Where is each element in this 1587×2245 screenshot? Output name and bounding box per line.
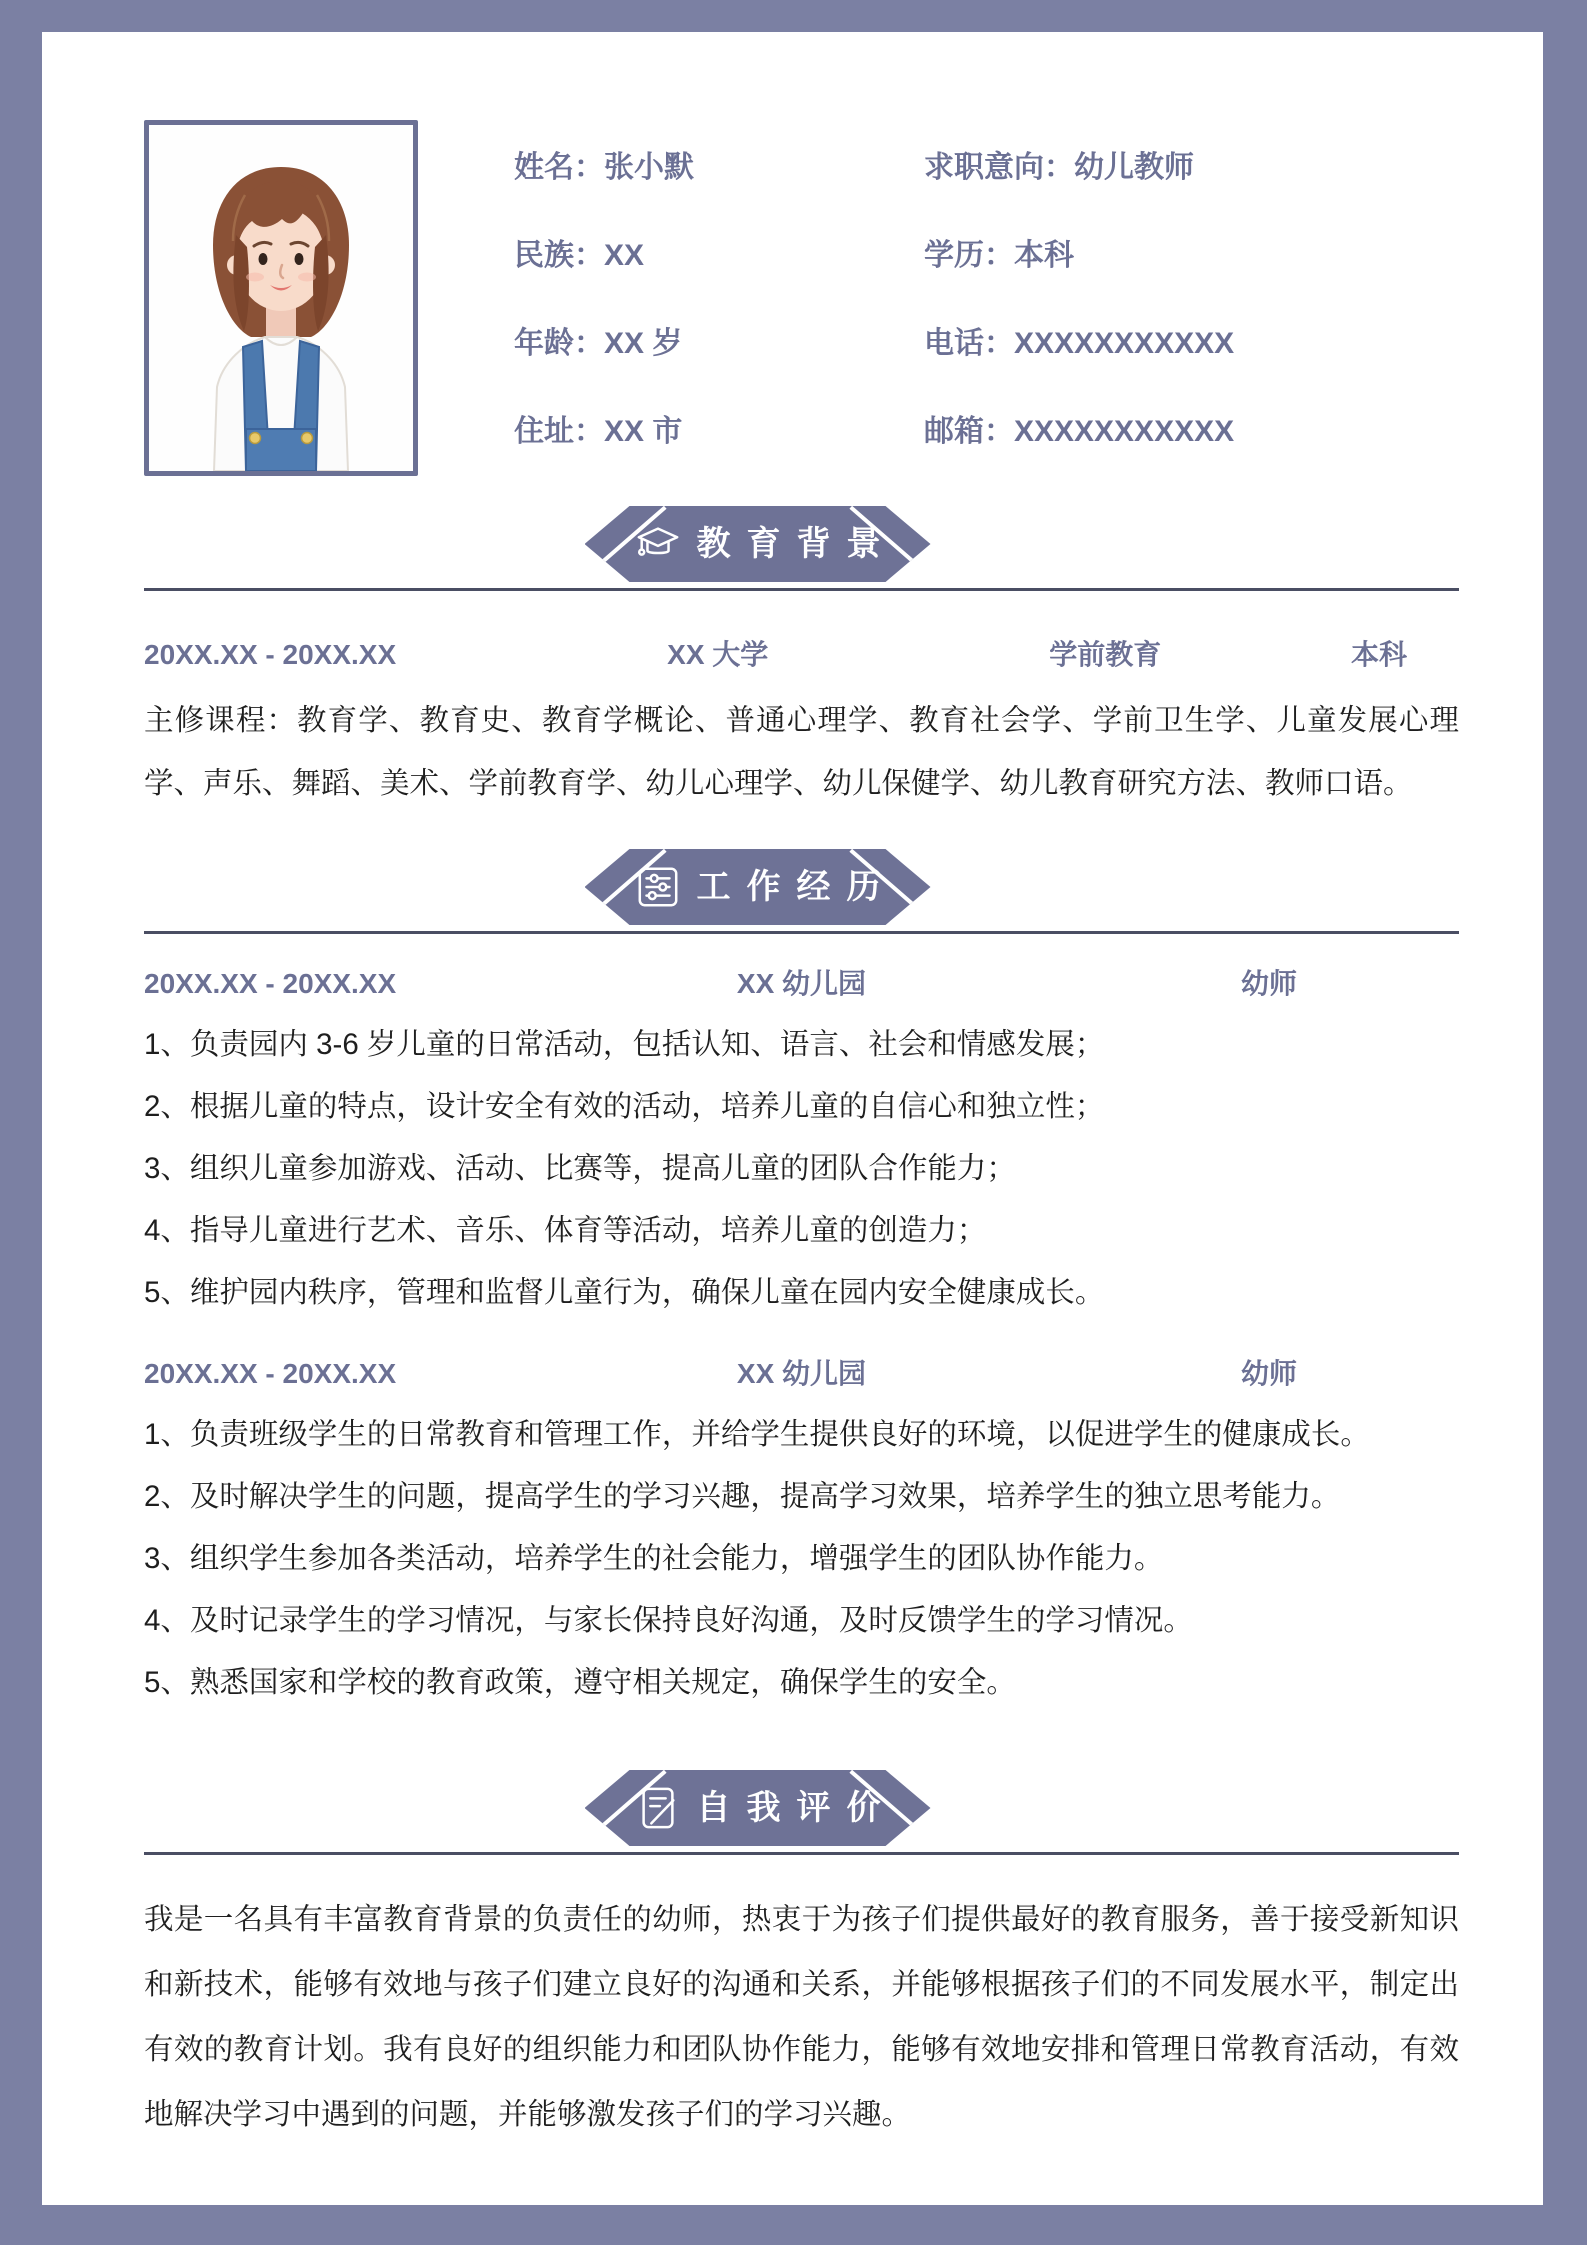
- field-email: [924, 406, 1459, 450]
- field-label: 电话: [924, 327, 984, 360]
- education-school: XX 大学: [667, 639, 769, 670]
- field-education-level: [924, 230, 1459, 274]
- education-degree: 本科: [1350, 639, 1407, 670]
- duty-line: 5、维护园内秩序，管理和监督儿童行为，确保儿童在园内安全健康成长。: [144, 1276, 1105, 1309]
- section-title: 自我评价: [696, 1789, 897, 1827]
- section-title: 教育背景: [696, 525, 897, 563]
- portrait-illustration: [149, 125, 413, 471]
- section-banner-self-evaluation: [585, 1770, 931, 1846]
- work-duties: [144, 1014, 1459, 1324]
- duty-line: 4、指导儿童进行艺术、音乐、体育等活动，培养儿童的创造力；: [144, 1214, 987, 1247]
- work-duties: [144, 1404, 1459, 1714]
- field-value: 张小默: [604, 151, 694, 184]
- section-education: [144, 506, 1459, 815]
- field-ethnicity: [514, 230, 924, 274]
- section-banner-education: [585, 506, 931, 582]
- work-entry-2: [144, 1354, 1459, 1714]
- field-age: [514, 318, 924, 362]
- field-phone: [924, 318, 1459, 362]
- field-colon: ：: [984, 239, 1014, 272]
- section-self-evaluation: [144, 1770, 1459, 2147]
- work-entry-header: [144, 964, 1459, 1004]
- field-colon: ：: [984, 327, 1014, 360]
- field-label: 住址: [514, 415, 574, 448]
- field-colon: ：: [574, 151, 604, 184]
- field-value: XXXXXXXXXXX: [1014, 415, 1235, 448]
- duty-line: 3、组织学生参加各类活动，培养学生的社会能力，增强学生的团队协作能力。: [144, 1542, 1164, 1575]
- work-period: 20XX.XX - 20XX.XX: [144, 968, 397, 999]
- duty-line: 5、熟悉国家和学校的教育政策，遵守相关规定，确保学生的安全。: [144, 1666, 1016, 1699]
- section-divider: [144, 931, 1459, 934]
- field-label: 邮箱: [924, 415, 984, 448]
- field-value: XX: [604, 239, 645, 272]
- field-colon: ：: [574, 327, 604, 360]
- education-period: 20XX.XX - 20XX.XX: [144, 639, 397, 670]
- education-courses: 主修课程：教育学、教育史、教育学概论、普通心理学、教育社会学、学前卫生学、儿童发展心理学、声乐、舞蹈、美术、学前教育学、幼儿心理学、幼儿保健学、幼儿教育研究方法、教师口语。: [144, 704, 1459, 800]
- field-colon: ：: [574, 415, 604, 448]
- work-entry-header: [144, 1354, 1459, 1394]
- document-edit-icon: [635, 1785, 681, 1831]
- work-period: 20XX.XX - 20XX.XX: [144, 1358, 397, 1389]
- work-company: XX 幼儿园: [736, 1358, 867, 1389]
- duty-line: 2、及时解决学生的问题，提高学生的学习兴趣，提高学习效果，培养学生的独立思考能力。: [144, 1480, 1341, 1513]
- section-divider: [144, 1852, 1459, 1855]
- field-label: 姓名: [514, 151, 574, 184]
- field-colon: ：: [984, 415, 1014, 448]
- graduation-cap-icon: [635, 521, 681, 567]
- field-name: [514, 142, 924, 186]
- field-value: XXXXXXXXXXX: [1014, 327, 1235, 360]
- photo-frame: [144, 120, 418, 476]
- field-label: 年龄: [514, 327, 574, 360]
- field-label: 民族: [514, 239, 574, 272]
- duty-line: 1、负责园内 3-6 岁儿童的日常活动，包括认知、语言、社会和情感发展；: [144, 1028, 1105, 1061]
- work-role: 幼师: [1240, 1358, 1297, 1389]
- education-major: 学前教育: [1049, 639, 1162, 670]
- field-colon: ：: [1044, 151, 1074, 184]
- work-company: XX 幼儿园: [736, 968, 867, 999]
- duty-line: 1、负责班级学生的日常教育和管理工作，并给学生提供良好的环境，以促进学生的健康成长。: [144, 1418, 1370, 1451]
- duty-line: 2、根据儿童的特点，设计安全有效的活动，培养儿童的自信心和独立性；: [144, 1090, 1105, 1123]
- field-value: XX 岁: [604, 327, 683, 360]
- section-banner-work: [585, 849, 931, 925]
- field-value: XX 市: [604, 415, 683, 448]
- field-colon: ：: [574, 239, 604, 272]
- education-entry: [144, 635, 1459, 675]
- sliders-icon: [635, 864, 681, 910]
- self-evaluation-text: 我是一名具有丰富教育背景的负责任的幼师，热衷于为孩子们提供最好的教育服务，善于接受新知识和新技术，能够有效地与孩子们建立良好的沟通和关系，并能够根据孩子们的不同发展水平，制定出有效的教育计划。我有良好的组织能力和团队协作能力，能够有效地安排和管理日常教育活动，有效地解决学习中遇到的问题，并能够激发孩子们的学习兴趣。: [144, 1903, 1459, 2131]
- work-entry-1: [144, 964, 1459, 1324]
- field-label: 学历: [924, 239, 984, 272]
- section-title: 工作经历: [696, 868, 897, 906]
- section-divider: [144, 588, 1459, 591]
- work-role: 幼师: [1240, 968, 1297, 999]
- duty-line: 4、及时记录学生的学习情况，与家长保持良好沟通，及时反馈学生的学习情况。: [144, 1604, 1193, 1637]
- section-work-experience: [144, 849, 1459, 1714]
- field-value: 幼儿教师: [1074, 151, 1194, 184]
- field-job-intention: [924, 142, 1459, 186]
- field-value: 本科: [1014, 239, 1074, 272]
- profile-info: [514, 120, 1459, 476]
- field-address: [514, 406, 924, 450]
- duty-line: 3、组织儿童参加游戏、活动、比赛等，提高儿童的团队合作能力；: [144, 1152, 1016, 1185]
- field-label: 求职意向: [924, 151, 1044, 184]
- profile-section: [144, 120, 1459, 476]
